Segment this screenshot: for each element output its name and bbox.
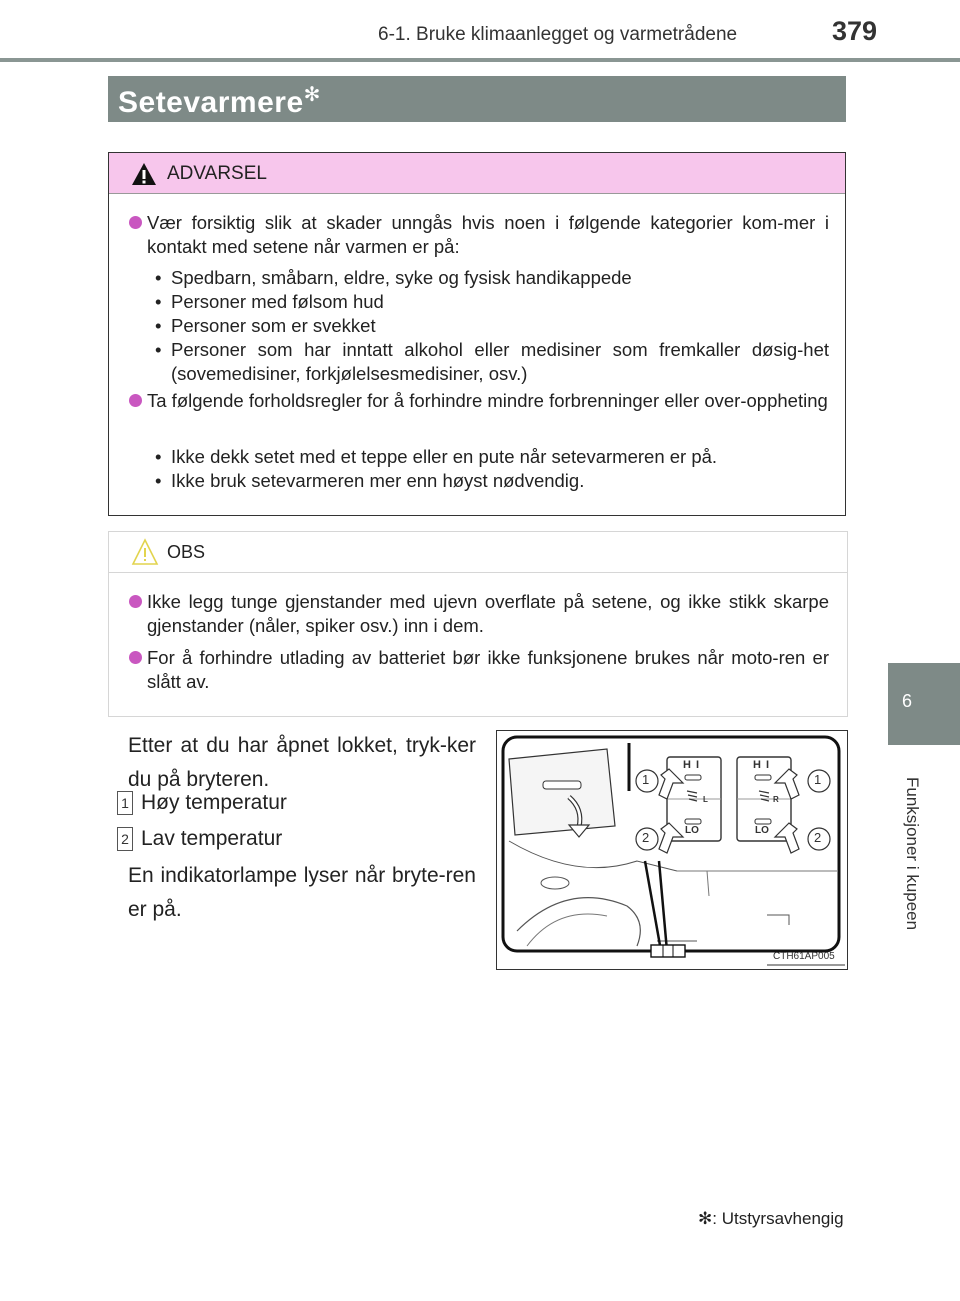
list-item: • Spedbarn, småbarn, eldre, syke og fysisk handikappede [153,266,829,290]
page-number: 379 [832,16,878,46]
warning-box [108,152,846,516]
chapter-tab [888,663,960,745]
lo-label-left: LO [685,825,699,836]
list-item: • Personer som er svekket [153,314,829,338]
section-heading-bar [108,76,846,122]
section-heading [118,82,321,120]
warning-item [129,389,829,413]
warning-item-text: Ta følgende forholdsregler for å forhindre mindre forbrenninger eller over-oppheting [147,390,828,411]
warning-header [109,153,845,194]
step-number: 1 [117,791,133,815]
warning-item-text: Vær forsiktig slik at skader unngås hvis noen i følgende kategorier kom-mer i kontakt med setene når varmen er på: [147,212,829,257]
page-header [0,0,960,60]
notice-item [129,590,829,638]
notice-item-text: Ikke legg tunge gjenstander med ujevn overflate på setene, og ikke stikk skarpe gjenstander (nåler, spiker osv.) inn i dem. [147,591,829,636]
optional-equipment-mark: ✻ [303,84,321,106]
notice-label: OBS [167,542,206,562]
lo-label-right: LO [755,825,769,836]
warning-label: ADVARSEL [167,163,267,184]
list-item: • Ikke dekk setet med et teppe eller en pute når setevarmeren er på. [153,445,829,469]
notice-item-text: For å forhindre utlading av batteriet bør ikke funksjonene brukes når moto-ren er slått av. [147,647,829,692]
bullet-icon [129,394,142,407]
warning-sub-list [153,266,829,386]
seat-heater-illustration [496,730,848,970]
step-1 [121,786,287,820]
bullet-icon [129,216,142,229]
warning-sub-list [153,445,829,493]
caution-icon [131,538,159,566]
step-text: Høy temperatur [141,791,287,814]
warning-item [129,211,829,259]
bullet-icon [129,595,142,608]
right-seat-letter: R [773,795,779,804]
step-2 [121,822,283,856]
step-number: 2 [117,827,133,851]
illustration-drawing [497,731,847,969]
notice-box [108,531,848,717]
section-heading-text: Setevarmere [118,86,304,119]
list-item: • Ikke bruk setevarmeren mer enn høyst nødvendig. [153,469,829,493]
figure-code: CTH61AP005 [773,951,835,962]
notice-item [129,646,829,694]
callout-1-left: 1 [642,772,650,787]
instruction-outro: En indikatorlampe lyser når bryte-ren er på. [128,864,476,921]
hi-label-right: H I [753,759,771,771]
notice-header [109,532,847,573]
list-item: • Personer som har inntatt alkohol eller medisiner som fremkaller døsig-het (sovemedisiner, forkjølelsesmedisiner, osv.) [153,338,829,386]
left-seat-letter: L [703,795,708,804]
footnote-mark: ✻ [698,1209,713,1228]
step-text: Lav temperatur [141,827,283,850]
hi-label-left: H I [683,759,701,771]
callout-2-left: 2 [642,830,650,845]
chapter-title: Funksjoner i kupeen [903,777,922,931]
footnote [698,1209,844,1229]
chapter-number: 6 [901,691,912,711]
bullet-icon [129,651,142,664]
list-item: • Personer med følsom hud [153,290,829,314]
header-rule [0,58,960,62]
section-title: 6-1. Bruke klimaanlegget og varmetrådene [378,24,738,45]
callout-1-right: 1 [814,772,822,787]
instruction-intro: Etter at du har åpnet lokket, tryk-ker du på bryteren. [128,734,476,791]
callout-2-right: 2 [814,830,822,845]
warning-icon [131,162,157,186]
footnote-text: : Utstyrsavhengig [712,1209,844,1228]
